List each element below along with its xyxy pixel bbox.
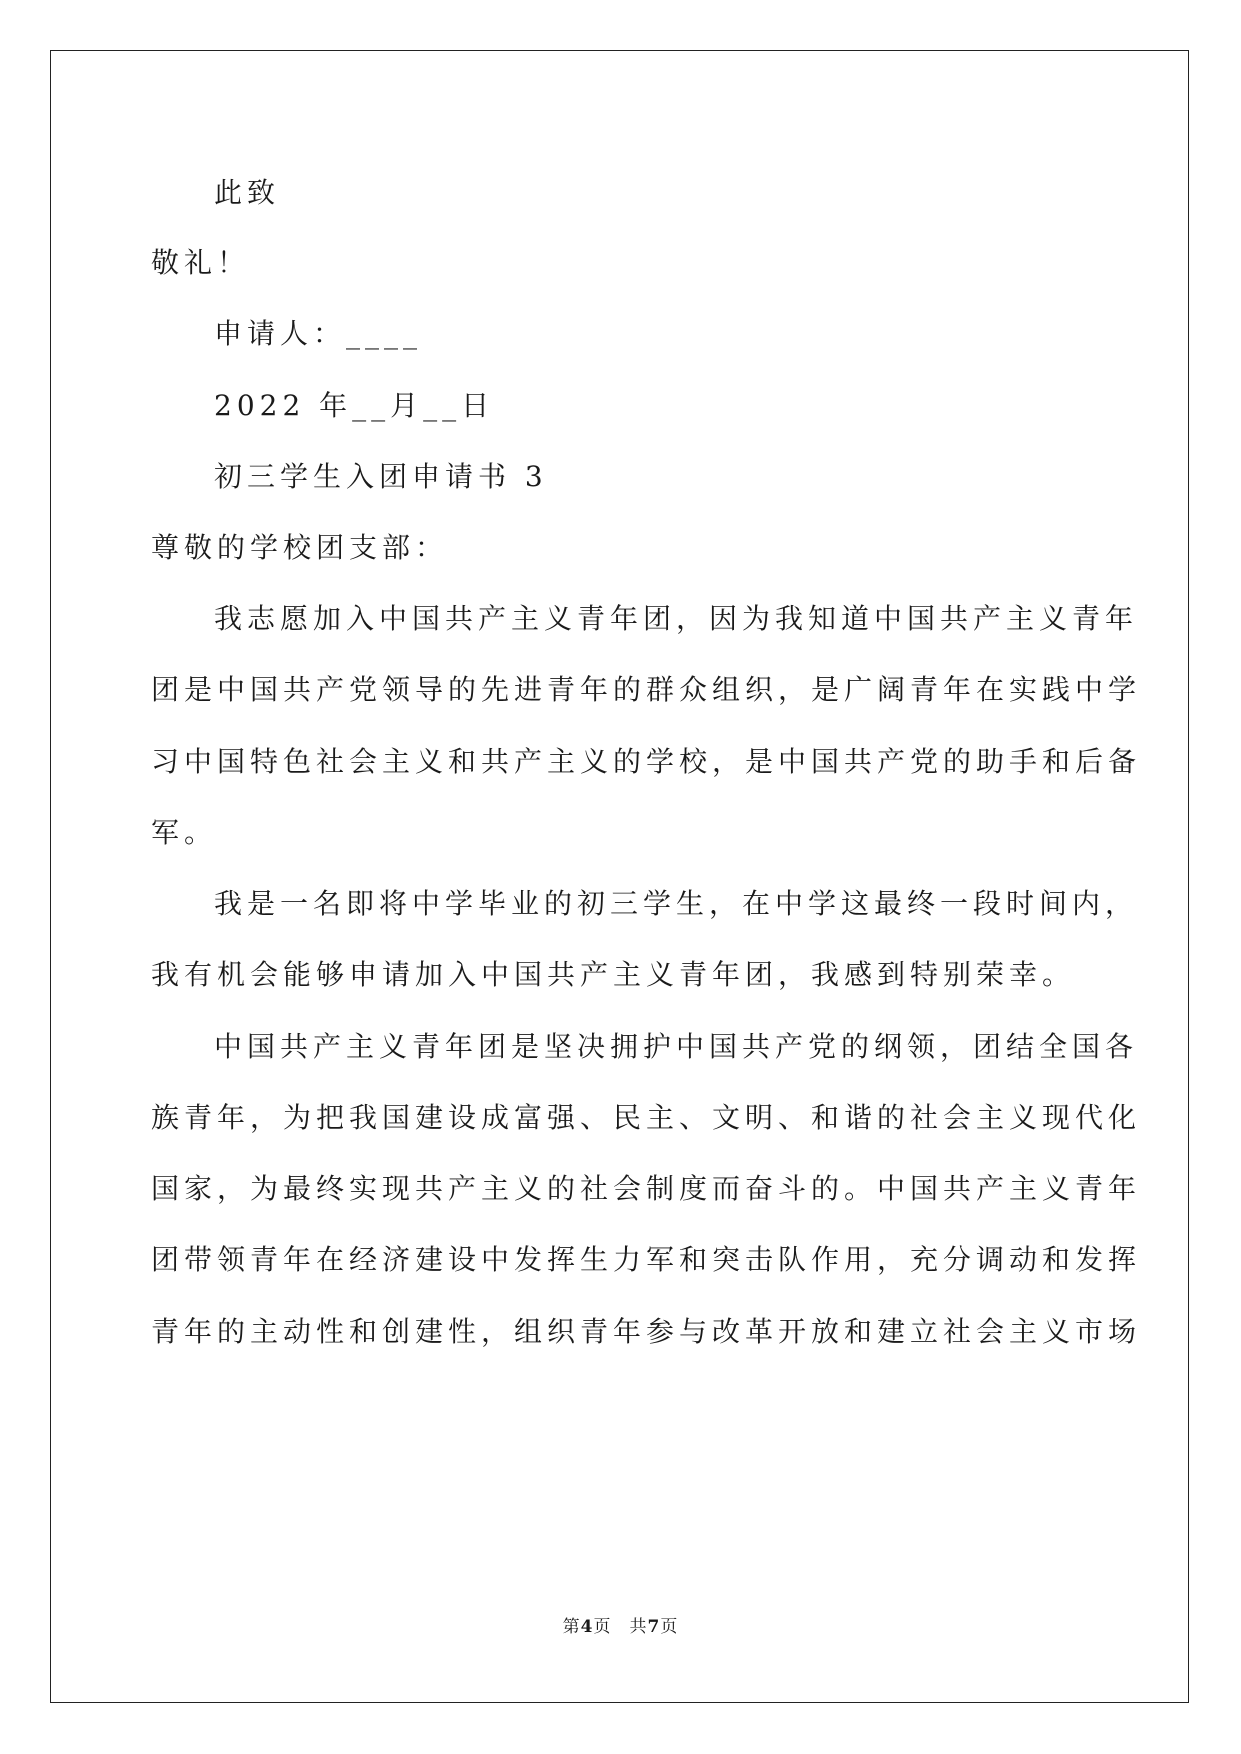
current-page-number: 4 <box>580 1617 594 1637</box>
paragraph-line: 族青年，为把我国建设成富强、民主、文明、和谐的社会主义现代化 <box>151 1101 1142 1134</box>
footer-suffix: 页 <box>660 1617 679 1637</box>
paragraph-line: 团是中国共产党领导的先进青年的群众组织，是广阔青年在实践中学 <box>151 673 1142 706</box>
paragraph-line: 军。 <box>151 816 218 849</box>
footer-prefix: 第 <box>562 1617 581 1637</box>
addressee: 尊敬的学校团支部： <box>151 531 449 564</box>
closing-salutation: 此致 <box>214 176 281 209</box>
paragraph-line: 我志愿加入中国共产主义青年团，因为我知道中国共产主义青年 <box>214 602 1139 635</box>
paragraph-line: 中国共产主义青年团是坚决拥护中国共产党的纲领，团结全国各 <box>214 1030 1139 1063</box>
paragraph-line: 我是一名即将中学毕业的初三学生，在中学这最终一段时间内， <box>214 887 1139 920</box>
footer-middle: 页 共 <box>593 1617 648 1637</box>
paragraph-line: 青年的主动性和创建性，组织青年参与改革开放和建立社会主义市场 <box>151 1315 1142 1348</box>
total-page-number: 7 <box>647 1617 661 1637</box>
paragraph-line: 我有机会能够申请加入中国共产主义青年团，我感到特别荣幸。 <box>151 958 1076 991</box>
page-border <box>50 50 1189 1703</box>
paragraph-line: 团带领青年在经济建设中发挥生力军和突击队作用，充分调动和发挥 <box>151 1243 1142 1276</box>
closing-respect: 敬礼！ <box>151 246 251 279</box>
applicant-signature: 申请人：____ <box>214 317 423 350</box>
page-number-footer <box>0 1612 1241 1637</box>
section-title: 初三学生入团申请书 3 <box>214 460 548 493</box>
paragraph-line: 习中国特色社会主义和共产主义的学校，是中国共产党的助手和后备 <box>151 745 1142 778</box>
date-line: 2022 年__月__日 <box>214 389 495 422</box>
paragraph-line: 国家，为最终实现共产主义的社会制度而奋斗的。中国共产主义青年 <box>151 1172 1142 1205</box>
